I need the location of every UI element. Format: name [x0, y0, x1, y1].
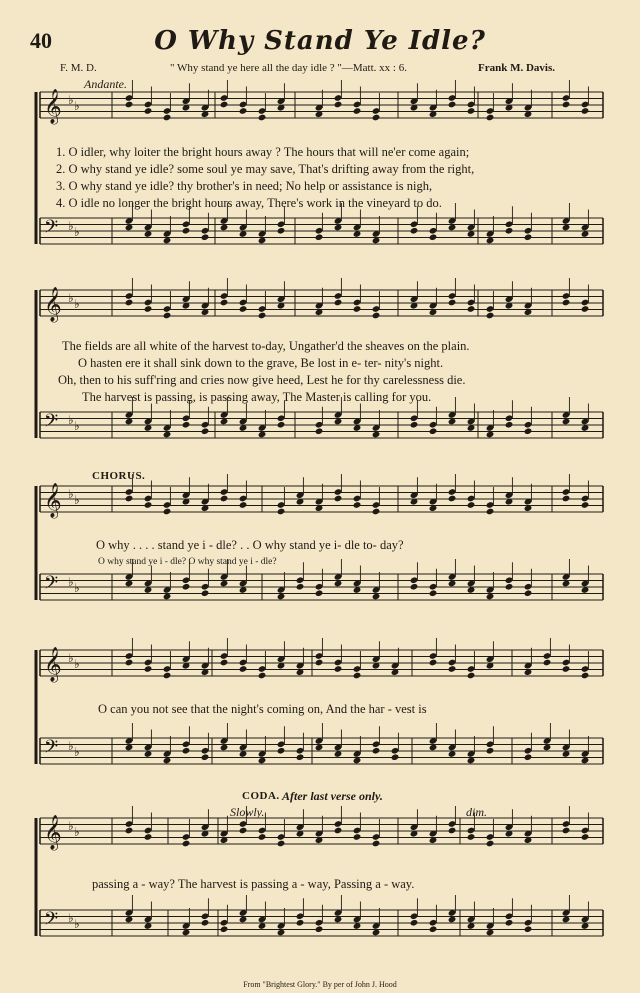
note-head	[505, 583, 514, 591]
chorus-bass-lyric: O why stand ye i - dle? O why stand ye i - dle?	[98, 557, 277, 567]
page-number: 40	[30, 28, 52, 53]
coda-lyric: passing a - way? The harvest is passing a - way, Passing a - way.	[92, 877, 415, 891]
note-head	[524, 589, 533, 597]
flat-icon: ♭	[74, 917, 80, 931]
note-head	[353, 501, 362, 509]
note-head	[505, 421, 514, 429]
note-head	[277, 227, 286, 235]
note-head	[315, 233, 324, 241]
note-head	[277, 840, 286, 848]
note-head	[277, 508, 286, 516]
verse-3-line-1: 3. O why stand ye idle? thy brother's in need; No help or assistance is nigh,	[56, 179, 433, 193]
note-head	[220, 101, 229, 109]
note-head	[467, 833, 476, 841]
chorus-label: CHORUS.	[92, 470, 146, 482]
lyricist-credit: F. M. D.	[60, 62, 97, 74]
flat-icon: ♭	[68, 487, 74, 501]
note-head	[201, 589, 210, 597]
flat-icon: ♭	[68, 291, 74, 305]
note-head	[163, 672, 172, 680]
note-head	[182, 583, 191, 591]
note-head	[296, 583, 305, 591]
note-head	[144, 501, 153, 509]
flat-icon: ♭	[68, 575, 74, 589]
note-head	[562, 495, 571, 503]
note-head	[182, 421, 191, 429]
bass-clef-icon: 𝄢	[44, 909, 59, 934]
note-head	[125, 659, 134, 667]
note-head	[239, 305, 248, 313]
note-head	[277, 421, 286, 429]
note-head	[410, 583, 419, 591]
flat-icon: ♭	[68, 651, 74, 665]
note-head	[467, 672, 476, 680]
note-head	[220, 299, 229, 307]
note-head	[239, 665, 248, 673]
note-head	[505, 227, 514, 235]
note-head	[372, 840, 381, 848]
note-head	[524, 233, 533, 241]
note-head	[581, 107, 590, 115]
note-head	[144, 665, 153, 673]
note-head	[524, 925, 533, 933]
note-head	[581, 672, 590, 680]
note-head	[163, 312, 172, 320]
note-head	[334, 495, 343, 503]
note-head	[220, 495, 229, 503]
note-head	[182, 747, 191, 755]
note-head	[277, 747, 286, 755]
note-head	[334, 101, 343, 109]
note-head	[448, 299, 457, 307]
chorus-lyric: O why . . . . stand ye i - dle? . . O why stand ye i- dle to- day?	[96, 538, 404, 552]
note-head	[486, 508, 495, 516]
note-head	[524, 427, 533, 435]
note-head	[334, 299, 343, 307]
note-head	[258, 312, 267, 320]
treble-clef-icon: 𝄞	[44, 815, 62, 850]
note-head	[429, 233, 438, 241]
verse-1-line-1: 1. O idler, why loiter the bright hours away ? The hours that will ne'er come again;	[56, 145, 470, 159]
note-head	[429, 925, 438, 933]
note-head	[410, 919, 419, 927]
verse-4-line-1: 4. O idle no longer the bright hours away, There's work in the vineyard to do.	[56, 196, 442, 210]
flat-icon: ♭	[68, 219, 74, 233]
note-head	[163, 508, 172, 516]
note-head	[581, 501, 590, 509]
note-head	[182, 227, 191, 235]
bass-clef-icon: 𝄢	[44, 737, 59, 762]
note-head	[239, 827, 248, 835]
flat-icon: ♭	[68, 93, 74, 107]
note-head	[353, 305, 362, 313]
note-head	[125, 827, 134, 835]
flat-icon: ♭	[74, 745, 80, 759]
note-head	[581, 305, 590, 313]
note-head	[201, 427, 210, 435]
note-head	[581, 833, 590, 841]
note-head	[372, 747, 381, 755]
composer-credit: Frank M. Davis.	[478, 62, 555, 74]
note-head	[296, 919, 305, 927]
flat-icon: ♭	[74, 493, 80, 507]
note-head	[220, 659, 229, 667]
tempo-marking: Andante.	[84, 77, 127, 91]
note-head	[334, 665, 343, 673]
flat-icon: ♭	[74, 225, 80, 239]
note-head	[486, 840, 495, 848]
note-head	[372, 508, 381, 516]
note-head	[144, 833, 153, 841]
flat-icon: ♭	[68, 911, 74, 925]
verse-4-line-2: The harvest is passing, is passing away, The Master is calling for you.	[82, 390, 432, 404]
note-head	[467, 305, 476, 313]
note-head	[410, 421, 419, 429]
bass-clef-icon: 𝄢	[44, 573, 59, 598]
note-head	[315, 589, 324, 597]
verse-2-line-1: 2. O why stand ye idle? some soul ye may save, That's drifting away from the right,	[56, 162, 475, 176]
section-4-lyric: O can you not see that the night's coming on, And the har - vest is	[98, 702, 427, 716]
note-head	[448, 665, 457, 673]
note-head	[182, 840, 191, 848]
note-head	[239, 501, 248, 509]
note-head	[258, 672, 267, 680]
note-head	[144, 107, 153, 115]
note-head	[486, 114, 495, 122]
note-head	[543, 659, 552, 667]
note-head	[163, 114, 172, 122]
note-head	[448, 101, 457, 109]
note-head	[524, 753, 533, 761]
note-head	[201, 919, 210, 927]
flat-icon: ♭	[68, 413, 74, 427]
note-head	[315, 427, 324, 435]
note-head	[353, 107, 362, 115]
note-head	[315, 659, 324, 667]
bass-clef-icon: 𝄢	[44, 411, 59, 436]
treble-clef-icon: 𝄞	[44, 483, 62, 518]
note-head	[429, 659, 438, 667]
note-head	[410, 227, 419, 235]
note-head	[429, 589, 438, 597]
flat-icon: ♭	[74, 297, 80, 311]
coda-label: CODA.	[242, 790, 280, 802]
note-head	[429, 427, 438, 435]
note-head	[239, 107, 248, 115]
slowly-marking: Slowly.	[230, 805, 265, 819]
note-head	[562, 827, 571, 835]
note-head	[353, 833, 362, 841]
note-head	[144, 305, 153, 313]
treble-clef-icon: 𝄞	[44, 647, 62, 682]
note-head	[448, 827, 457, 835]
note-head	[258, 114, 267, 122]
flat-icon: ♭	[74, 657, 80, 671]
scripture-reference: " Why stand ye here all the day idle ? "—Matt. xx : 6.	[170, 62, 407, 74]
flat-icon: ♭	[74, 581, 80, 595]
bass-clef-icon: 𝄢	[44, 217, 59, 242]
note-head	[391, 753, 400, 761]
footer-credit: From "Brightest Glory." By per of John J. Hood	[243, 980, 397, 989]
note-head	[201, 233, 210, 241]
flat-icon: ♭	[74, 419, 80, 433]
note-head	[315, 925, 324, 933]
note-head	[562, 299, 571, 307]
flat-icon: ♭	[74, 99, 80, 113]
verse-3-line-2: Oh, then to his suff'ring and cries now give heed, Lest he for thy carelessness die.	[58, 373, 466, 387]
note-head	[296, 753, 305, 761]
treble-clef-icon: 𝄞	[44, 89, 62, 124]
dim-marking: dim.	[466, 805, 487, 819]
note-head	[505, 919, 514, 927]
verse-1-line-2: The fields are all white of the harvest to-day, Ungather'd the sheaves on the plain.	[62, 339, 470, 353]
coda-instruction: After last verse only.	[282, 789, 383, 803]
note-head	[486, 312, 495, 320]
note-head	[372, 312, 381, 320]
flat-icon: ♭	[68, 819, 74, 833]
flat-icon: ♭	[68, 739, 74, 753]
treble-clef-icon: 𝄞	[44, 287, 62, 322]
note-head	[258, 833, 267, 841]
note-head	[201, 753, 210, 761]
note-head	[562, 101, 571, 109]
note-head	[220, 925, 229, 933]
flat-icon: ♭	[74, 825, 80, 839]
note-head	[125, 495, 134, 503]
note-head	[125, 299, 134, 307]
note-head	[486, 747, 495, 755]
note-head	[467, 501, 476, 509]
note-head	[125, 101, 134, 109]
verse-2-line-2: O hasten ere it shall sink down to the grave, Be lost in e- ter- nity's night.	[78, 356, 444, 370]
note-head	[562, 665, 571, 673]
note-head	[372, 114, 381, 122]
note-head	[448, 495, 457, 503]
note-head	[353, 672, 362, 680]
note-head	[334, 827, 343, 835]
hymn-title: O Why Stand Ye Idle?	[154, 26, 486, 56]
note-head	[467, 107, 476, 115]
